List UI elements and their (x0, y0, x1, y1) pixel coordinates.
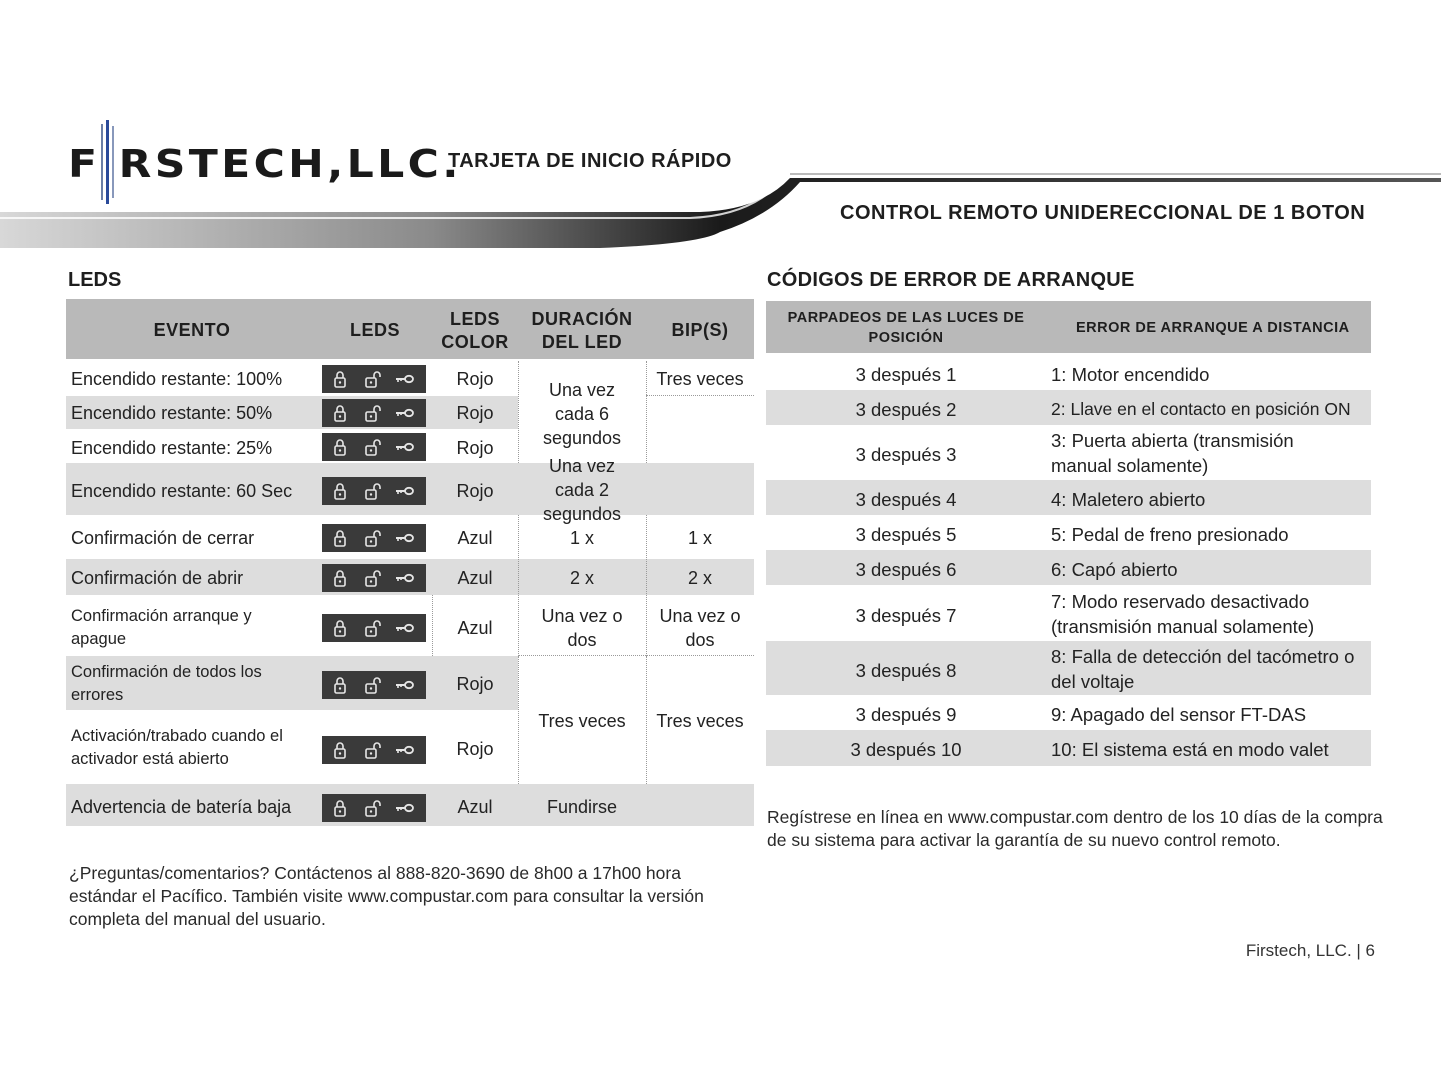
duration-cell: Una vez cada 2 segundos (542, 456, 622, 524)
color-cell: Rojo (456, 674, 494, 694)
color-cell: Rojo (456, 369, 494, 389)
event-cell: Activación/trabado cuando el activador está abierto (71, 727, 283, 768)
page-footer: Firstech, LLC. | 6 (1245, 941, 1375, 960)
unlock-icon (362, 481, 382, 501)
led-indicator (322, 614, 426, 642)
color-cell: Rojo (456, 481, 494, 501)
lock-icon (330, 798, 350, 818)
logo-text: F RSTECH,LLC. (68, 142, 462, 186)
key-icon (394, 437, 414, 457)
lock-icon (330, 740, 350, 760)
event-cell: Advertencia de batería baja (71, 797, 292, 817)
event-cell: Confirmación arranque y apague (71, 607, 252, 648)
beep-cell: Una vez o dos (659, 606, 741, 650)
subtitle: TARJETA DE INICIO RÁPIDO (448, 150, 732, 172)
lock-icon (330, 403, 350, 423)
color-cell: Azul (457, 797, 493, 817)
flash-count-cell: 3 después 9 (855, 703, 957, 725)
flash-count-cell: 3 después 8 (855, 659, 957, 681)
column-header: EVENTO (153, 319, 231, 340)
flash-count-cell: 3 después 3 (855, 443, 957, 465)
unlock-icon (362, 675, 382, 695)
error-description-cell: 2: Llave en el contacto en posición ON (1051, 398, 1351, 419)
unlock-icon (362, 798, 382, 818)
error-description-cell: 3: Puerta abierta (transmisión manual solamente) (1051, 430, 1294, 476)
event-cell: Confirmación de cerrar (71, 528, 255, 548)
color-cell: Azul (457, 568, 493, 588)
key-icon (394, 568, 414, 588)
key-icon (394, 675, 414, 695)
error-description-cell: 7: Modo reservado desactivado (transmisión manual solamente) (1051, 591, 1315, 637)
contact-paragraph: ¿Preguntas/comentarios? Contáctenos al 888-820-3690 de 8h00 a 17h00 hora estándar el Pacífico. También visite www.compustar.com para consultar la versión completa del manual del usuario. (69, 863, 704, 929)
error-description-cell: 9: Apagado del sensor FT-DAS (1051, 703, 1307, 725)
key-icon (394, 740, 414, 760)
event-cell: Confirmación de abrir (71, 568, 244, 588)
beep-cell: Tres veces (656, 711, 744, 731)
flash-count-cell: 3 después 6 (855, 558, 957, 580)
column-header: ERROR DE ARRANQUE A DISTANCIA (1076, 320, 1350, 336)
beep-cell: 2 x (687, 568, 712, 588)
flash-count-cell: 3 después 7 (855, 604, 957, 626)
duration-cell: Una vez o dos (541, 606, 623, 650)
lock-icon (330, 618, 350, 638)
led-indicator (322, 365, 426, 393)
key-icon (394, 369, 414, 389)
leds-section-title: LEDS (68, 269, 122, 291)
beep-cell: 1 x (687, 528, 712, 548)
flash-count-cell: 3 después 10 (850, 738, 962, 760)
key-icon (394, 798, 414, 818)
key-icon (394, 481, 414, 501)
led-indicator (322, 794, 426, 822)
led-indicator (322, 524, 426, 552)
unlock-icon (362, 403, 382, 423)
duration-cell: 2 x (569, 568, 594, 588)
error-description-cell: 10: El sistema está en modo valet (1051, 738, 1329, 760)
error-description-cell: 6: Capó abierto (1051, 558, 1178, 580)
event-cell: Encendido restante: 60 Sec (71, 481, 293, 501)
flash-count-cell: 3 después 4 (855, 488, 957, 510)
led-indicator (322, 477, 426, 505)
duration-cell: 1 x (569, 528, 594, 548)
registration-paragraph: Regístrese en línea en www.compustar.com dentro de los 10 días de la compra de su sistema para activar la garantía de su nuevo control remoto. (767, 807, 1383, 850)
color-cell: Rojo (456, 438, 494, 458)
error-codes-table (766, 301, 1371, 766)
error-description-cell: 4: Maletero abierto (1051, 488, 1206, 510)
duration-cell: Tres veces (538, 711, 626, 731)
key-icon (394, 618, 414, 638)
document-title: CONTROL REMOTO UNIDERECCIONAL DE 1 BOTON (840, 202, 1366, 224)
event-cell: Encendido restante: 100% (71, 369, 283, 389)
flash-count-cell: 3 después 5 (855, 523, 957, 545)
lock-icon (330, 437, 350, 457)
unlock-icon (362, 740, 382, 760)
flash-count-cell: 3 después 1 (855, 363, 957, 385)
color-cell: Azul (457, 618, 493, 638)
color-cell: Rojo (456, 403, 494, 423)
key-icon (394, 528, 414, 548)
event-cell: Confirmación de todos los errores (71, 663, 262, 704)
lock-icon (330, 369, 350, 389)
unlock-icon (362, 618, 382, 638)
led-indicator (322, 433, 426, 461)
event-cell: Encendido restante: 50% (71, 403, 273, 423)
key-icon (394, 403, 414, 423)
error-description-cell: 8: Falla de detección del tacómetro o del voltaje (1051, 646, 1355, 692)
led-indicator (322, 736, 426, 764)
duration-cell: Una vez cada 6 segundos (542, 380, 622, 448)
led-indicator (322, 564, 426, 592)
lock-icon (330, 528, 350, 548)
flash-count-cell: 3 después 2 (855, 398, 957, 420)
column-header: DURACIÓN DEL LED (531, 309, 633, 352)
error-description-cell: 5: Pedal de freno presionado (1051, 523, 1289, 545)
lock-icon (330, 675, 350, 695)
led-indicator (322, 671, 426, 699)
color-cell: Azul (457, 528, 493, 548)
column-header: LEDS COLOR (441, 309, 509, 352)
column-header: BIP(S) (671, 319, 729, 340)
column-header: LEDS (349, 319, 400, 340)
lock-icon (330, 568, 350, 588)
duration-cell: Fundirse (546, 797, 618, 817)
event-cell: Encendido restante: 25% (71, 438, 273, 458)
unlock-icon (362, 528, 382, 548)
unlock-icon (362, 437, 382, 457)
color-cell: Rojo (456, 739, 494, 759)
leds-table (66, 299, 754, 826)
led-indicator (322, 399, 426, 427)
lock-icon (330, 481, 350, 501)
error-description-cell: 1: Motor encendido (1051, 363, 1210, 385)
beep-cell: Tres veces (656, 369, 744, 389)
unlock-icon (362, 568, 382, 588)
column-header: PARPADEOS DE LAS LUCES DE POSICIÓN (787, 310, 1025, 346)
unlock-icon (362, 369, 382, 389)
error-codes-section-title: CÓDIGOS DE ERROR DE ARRANQUE (767, 269, 1135, 291)
